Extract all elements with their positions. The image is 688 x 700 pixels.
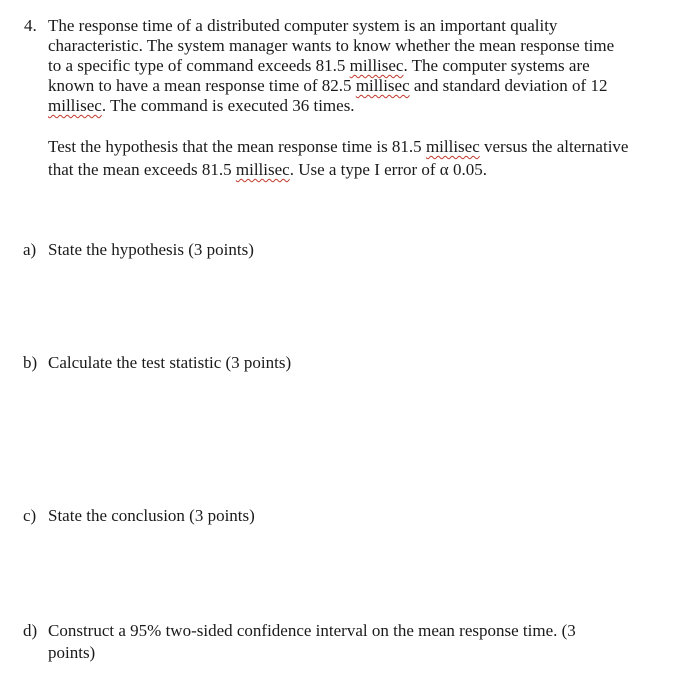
question-marker: d)	[23, 621, 38, 640]
problem-number: 4.	[24, 16, 37, 35]
spellcheck-word: millisec	[349, 56, 404, 75]
text-fragment: that the mean exceeds 81.5	[48, 160, 236, 179]
spellcheck-word: millisec	[235, 160, 290, 179]
spellcheck-word: millisec	[48, 96, 102, 115]
question-text: Construct a 95% two-sided confidence interval on the mean response time. (3	[48, 621, 576, 640]
question-marker: b)	[23, 353, 38, 372]
spellcheck-word: millisec	[425, 137, 480, 156]
text-fragment: and standard deviation of 12	[409, 76, 608, 95]
statement-line-3	[48, 56, 590, 76]
text-fragment: known to have a mean response time of 82.5	[48, 76, 356, 95]
question-text-continued: points)	[48, 643, 96, 662]
question-text: State the conclusion (3 points)	[48, 506, 255, 525]
question-text: State the hypothesis (3 points)	[48, 240, 254, 259]
question-text: Calculate the test statistic (3 points)	[48, 353, 292, 372]
question-marker: c)	[23, 506, 37, 525]
text-fragment: versus the alternative	[479, 137, 629, 156]
statement-line-4	[48, 76, 607, 96]
instruction-line-2	[48, 160, 487, 180]
statement-line-2: characteristic. The system manager wants to know whether the mean response time	[48, 36, 615, 55]
text-fragment: to a specific type of command exceeds 81.5	[48, 56, 350, 75]
statement-line-1: The response time of a distributed computer system is an important quality	[48, 16, 558, 35]
text-fragment: . The computer systems are	[403, 56, 590, 75]
text-fragment: Test the hypothesis that the mean response time is 81.5	[48, 137, 426, 156]
statement-line-5	[48, 96, 355, 116]
question-marker: a)	[23, 240, 37, 259]
text-fragment: . Use a type I error of α 0.05.	[289, 160, 487, 179]
spellcheck-word: millisec	[355, 76, 410, 95]
instruction-line-1	[48, 137, 628, 157]
text-fragment: . The command is executed 36 times.	[101, 96, 355, 115]
